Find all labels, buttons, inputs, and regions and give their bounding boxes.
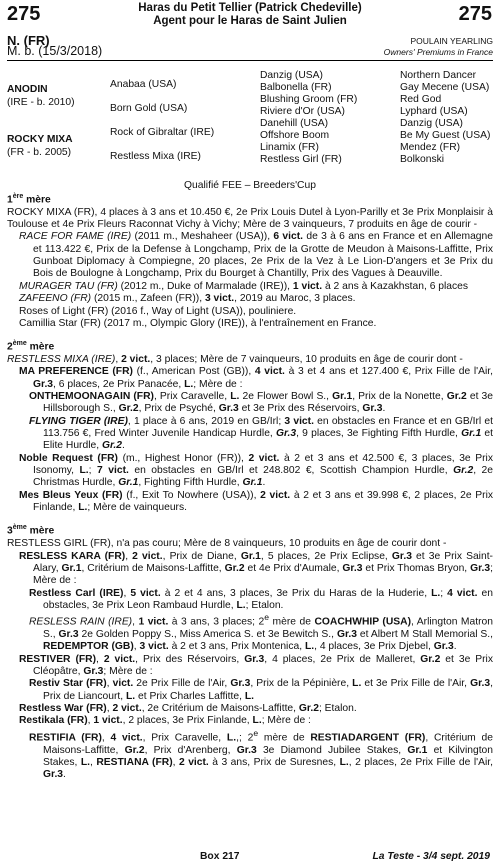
produce-ma-preference: MA PREFERENCE (FR) (f., American Post (GB)), 4 vict. à 3 et 4 ans et 127.400 €, Prix Fille de l'Air, Gr.3, 6 places, 2e Prix Panacée, L.; Mère de : bbox=[19, 366, 493, 390]
pedigree-gen4-1: Northern Dancer bbox=[400, 70, 477, 81]
sire-details: (IRE - b. 2010) bbox=[7, 97, 75, 108]
produce-murager-tau: MURAGER TAU (FR) (2012 m., Duke of Marmalade (IRE)), 1 vict. à 2 ans à Kazakhstan, 6 places bbox=[19, 280, 469, 292]
produce-mes-bleus-yeux: Mes Bleus Yeux (FR) (f., Exit To Nowhere (USA)), 2 vict. à 2 et 3 ans et 39.998 €, 2 places, 2e Prix Finlande, L.; Mère de vainqueurs. bbox=[19, 489, 494, 514]
produce-roses-of-light: Roses of Light (FR) (2016 f., Way of Light (USA)), pouliniere. bbox=[19, 305, 297, 317]
pedigree-gen4-2: Gay Mecene (USA) bbox=[400, 82, 490, 93]
footer-box-number: Box 217 bbox=[200, 851, 240, 862]
produce-restikala: Restikala (FR), 1 vict., 2 places, 3e Prix Finlande, L.; Mère de : bbox=[19, 715, 311, 727]
pedigree-gen3-8: Restless Girl (FR) bbox=[260, 154, 342, 165]
consignor-header bbox=[0, 2, 500, 28]
pedigree-gen4-7: Mendez (FR) bbox=[400, 142, 461, 153]
pedigree-gen4-8: Bolkonski bbox=[400, 154, 445, 165]
lot-number-left: 275 bbox=[7, 3, 41, 25]
pedigree-gen4-3: Red God bbox=[400, 94, 442, 105]
sire-name: ANODIN bbox=[7, 84, 48, 95]
horse-category: POULAIN YEARLING bbox=[410, 36, 493, 46]
pedigree-gen4-6: Be My Guest (USA) bbox=[400, 130, 491, 141]
produce-restifia: RESTIFIA (FR), 4 vict., Prix Caravelle, L.,; 2e mère de RESTIADARGENT (FR), Critérium de Maisons-Laffitte, Gr.2, Prix d'Arenberg, Gr.3 3e Diamond Jubilee Stakes, Gr.1 et Kilvington Stakes, L., RESTIANA (FR), 2 vict. à 3 ans, Prix de Suresnes, L., 2 places, 2e Prix Fille de l'Air, Gr.3. bbox=[29, 727, 494, 781]
page-footer bbox=[0, 851, 500, 865]
produce-restless-war: Restless War (FR), 2 vict., 2e Critérium de Maisons-Laffitte, Gr.2; Etalon. bbox=[19, 703, 357, 715]
produce-race-for-fame: RACE FOR FAME (IRE) (2011 m., Meshaheer (USA)), 6 vict. de 3 à 6 ans en France et en Allemagne et 113.422 €, Prix de la Defense à Longchamp, Prix de la Grotte de Meudon à Maisons-Laffitte, Prix Gunboat Diplomacy à Compiegne, 20 places, 2e Prix de la Vez à Le Lion-D'angers et 3e Prix du Bois de Boulogne à Longchamp, Prix du Bourget à Chantilly, Prix des Vagues à Deauville. bbox=[19, 231, 493, 280]
third-dam-intro: RESTLESS GIRL (FR), n'a pas couru; Mère de 8 vainqueurs, 10 produits en âge de courir dont - bbox=[7, 538, 447, 550]
pedigree-table bbox=[0, 70, 500, 175]
first-dam-intro: ROCKY MIXA (FR), 4 places à 3 ans et 10.450 €, 2e Prix Louis Dutel à Lyon-Parilly et 3e Prix Monplaisir à Toulouse et 4e Prix Fleurs Raconnat Vichy à Vichy; Mère de 3 vainqueurs, 7 produits en âge de courir - bbox=[7, 206, 493, 231]
pedigree-gen3-1: Danzig (USA) bbox=[260, 70, 323, 81]
produce-noble-request: Noble Request (FR) (m., Highest Honor (FR)), 2 vict. à 2 et 3 ans et 42.500 €, 3 places, 3e Prix Isonomy, L.; 7 vict. en obstacles en GB/Irl et 248.802 €, Scottish Champion Hurdle, Gr.2, 2e Christmas Hurdle, Gr.1, Fighting Fifth Hurdle, Gr.1. bbox=[19, 452, 493, 489]
pedigree-gen3-5: Danehill (USA) bbox=[260, 118, 329, 129]
pedigree-gen3-6: Offshore Boom bbox=[260, 130, 330, 141]
second-dam-intro: RESTLESS MIXA (IRE), 2 vict., 3 places; Mère de 7 vainqueurs, 10 produits en âge de courir dont - bbox=[7, 353, 463, 365]
produce-camillia-star: Camillia Star (FR) (2017 m., Olympic Glory (IRE)), à l'entraînement en France. bbox=[19, 317, 377, 329]
section-third-dam: 3ème mère bbox=[7, 524, 55, 537]
header-divider bbox=[7, 60, 493, 61]
pedigree-gen3-3: Blushing Groom (FR) bbox=[260, 94, 358, 105]
pedigree-gen4-5: Danzig (USA) bbox=[400, 118, 463, 129]
section-second-dam: 2ème mère bbox=[7, 340, 55, 353]
pedigree-gen2-3: Rock of Gibraltar (IRE) bbox=[110, 127, 215, 138]
horse-details-row bbox=[7, 44, 493, 59]
pedigree-gen3-4: Riviere d'Or (USA) bbox=[260, 106, 345, 117]
produce-resless-kara: RESLESS KARA (FR), 2 vict., Prix de Diane, Gr.1, 5 places, 2e Prix Eclipse, Gr.3 et 3e Prix Saint-Alary, Gr.1, Critérium de Maisons-Laffitte, Gr.2 et 4e Prix d'Aumale, Gr.3 et Prix Thomas Bryon, Gr.3; Mère de : bbox=[19, 550, 493, 587]
qualification-note: Qualifié FEE – Breeders'Cup bbox=[184, 180, 316, 191]
pedigree-gen3-7: Linamix (FR) bbox=[260, 142, 319, 153]
horse-details: M. b. (15/3/2018) bbox=[7, 44, 103, 58]
dam-name: ROCKY MIXA bbox=[7, 134, 73, 145]
section-first-dam: 1ère mère bbox=[7, 193, 51, 206]
family-text bbox=[7, 193, 493, 782]
pedigree-gen2-1: Anabaa (USA) bbox=[110, 79, 177, 90]
produce-restiver: RESTIVER (FR), 2 vict., Prix des Réservoirs, Gr.3, 4 places, 2e Prix de Malleret, Gr.2 et 3e Prix Cléopâtre, Gr.3; Mère de : bbox=[19, 653, 493, 678]
produce-restiv-star: Restiv Star (FR), vict. 2e Prix Fille de l'Air, Gr.3, Prix de la Pépinière, L. et 3e Prix Fille de l'Air, Gr.3, Prix de Liancourt, L. et Prix Charles Laffitte, L. bbox=[29, 678, 493, 702]
footer-sale-date: La Teste - 3/4 sept. 2019 bbox=[372, 851, 490, 862]
consignor-agent: Agent pour le Haras de Saint Julien bbox=[153, 14, 347, 27]
pedigree-gen2-2: Born Gold (USA) bbox=[110, 103, 188, 114]
produce-restless-carl: Restless Carl (IRE), 5 vict. à 2 et 4 ans, 3 places, 3e Prix du Haras de la Huderie, L.; 4 vict. en obstacles, 3e Prix Leon Rambaud Hurdle, L.; Etalon. bbox=[29, 587, 493, 611]
produce-flying-tiger: FLYING TIGER (IRE), 1 place à 6 ans, 2019 en GB/Irl; 3 vict. en obstacles en France et en GB/Irl et 113.756 €, Fred Winter Juvenile Handicap Hurdle, Gr.3, 9 places, 3e Fighting Fifth Hurdle, Gr.1 et Elite Hurdle, Gr.2. bbox=[29, 415, 494, 452]
consignor-name: Haras du Petit Tellier (Patrick Chedeville) bbox=[138, 2, 362, 14]
produce-onthemoonagain: ONTHEMOONAGAIN (FR), Prix Caravelle, L. 2e Flower Bowl S., Gr.1, Prix de la Nonette, Gr.2 et 3e Hillsborough S., Gr.2, Prix de Psyché, Gr.3 et 3e Prix des Réservoirs, Gr.3. bbox=[29, 391, 493, 415]
pedigree-gen4-4: Lyphard (USA) bbox=[400, 106, 468, 117]
lot-number-right: 275 bbox=[458, 3, 492, 25]
horse-name: N. (FR) bbox=[7, 33, 50, 48]
produce-resless-rain: RESLESS RAIN (IRE), 1 vict. à 3 ans, 3 places; 2e mère de COACHWHIP (USA), Arlington Matron S., Gr.3 2e Golden Poppy S., Miss America S. et 3e Bewitch S., Gr.3 et Albert M Stall Memorial S., REDEMPTOR (GB), 3 vict. à 2 et 3 ans, Prix Montenica, L., 4 places, 3e Prix Djebel, Gr.3. bbox=[29, 612, 494, 653]
dam-details: (FR - b. 2005) bbox=[7, 147, 72, 158]
pedigree-gen2-4: Restless Mixa (IRE) bbox=[110, 151, 201, 162]
premiums-note: Owners' Premiums in France bbox=[383, 47, 493, 57]
produce-zafeeno: ZAFEENO (FR) (2015 m., Zafeen (FR)), 3 vict., 2019 au Maroc, 3 places. bbox=[19, 293, 356, 305]
pedigree-gen3-2: Balbonella (FR) bbox=[260, 82, 332, 93]
